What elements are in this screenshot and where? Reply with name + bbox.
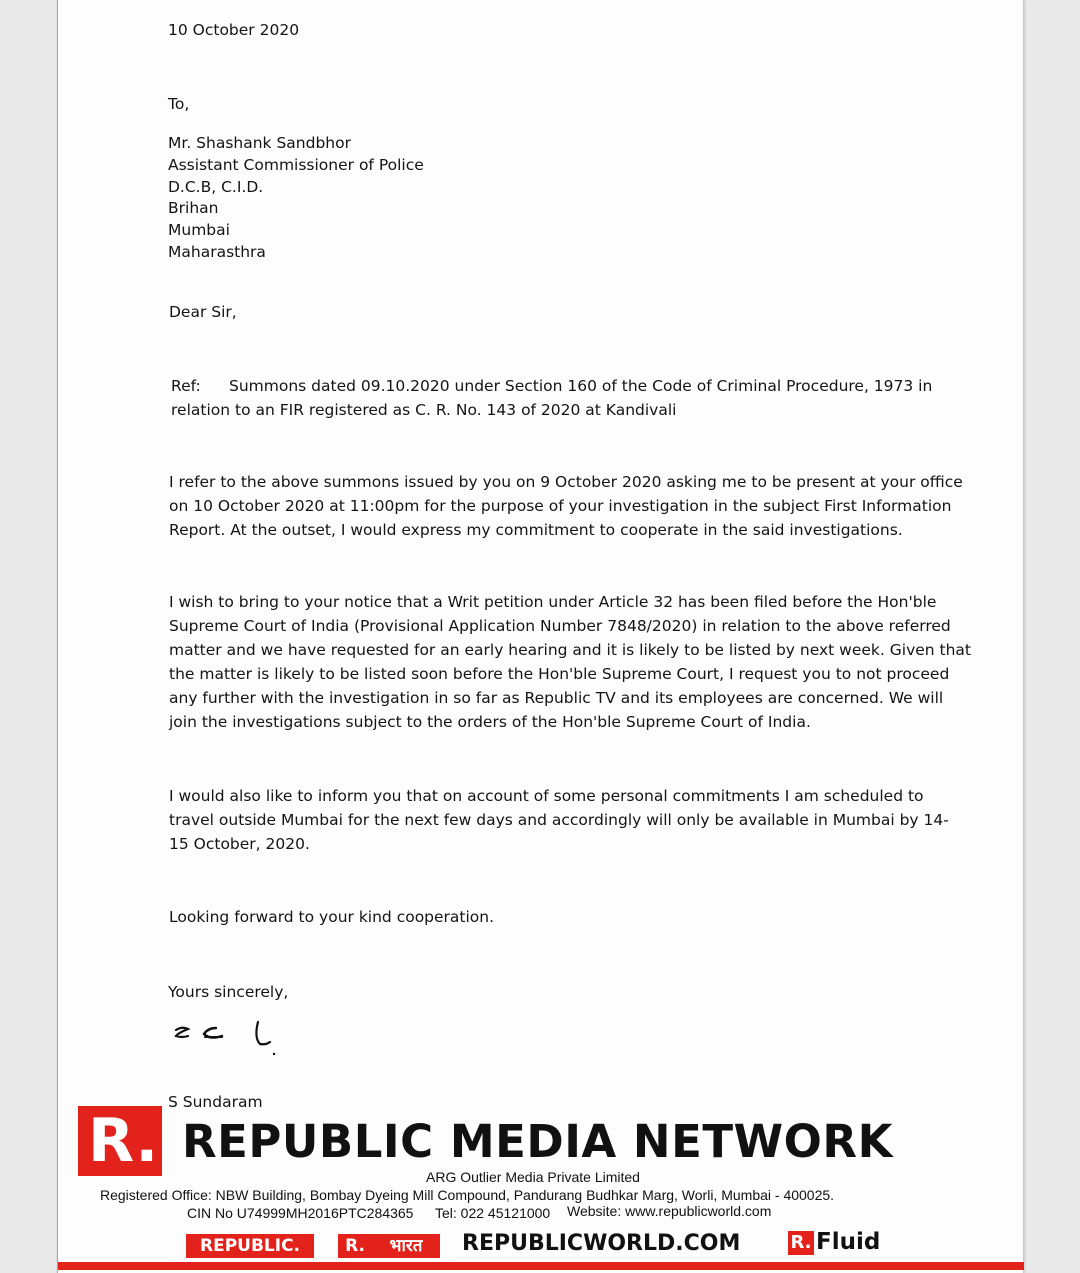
republic-logo	[78, 1106, 162, 1176]
footer-red-bar	[58, 1262, 1024, 1270]
recipient-state: Maharasthra	[168, 243, 266, 261]
paragraph-line: I wish to bring to your notice that a Writ petition under Article 32 has been filed before the Hon'ble	[169, 593, 937, 611]
network-name: REPUBLIC MEDIA NETWORK	[182, 1115, 893, 1168]
recipient-title: Assistant Commissioner of Police	[168, 156, 424, 174]
website: Website: www.republicworld.com	[567, 1203, 772, 1219]
brand-bharat: भारत	[372, 1234, 440, 1258]
greeting: Dear Sir,	[169, 303, 237, 321]
brand-r-fluid-prefix: R.	[788, 1231, 814, 1255]
paragraph-line: Supreme Court of India (Provisional Application Number 7848/2020) in relation to the above referred	[169, 617, 951, 635]
handwritten-signature	[168, 1014, 288, 1064]
page-right-edge	[1023, 0, 1024, 1273]
ref-line-1: Summons dated 09.10.2020 under Section 160 of the Code of Criminal Procedure, 1973 in	[229, 377, 933, 395]
paragraph-travel	[169, 784, 949, 856]
recipient-city: Mumbai	[168, 221, 230, 239]
paragraph-line: Report. At the outset, I would express my commitment to cooperate in the said investigations.	[169, 521, 903, 539]
paragraph-line: join the investigations subject to the orders of the Hon'ble Supreme Court of India.	[169, 713, 811, 731]
paragraph-line: on 10 October 2020 at 11:00pm for the purpose of your investigation in the subject First Information	[169, 497, 952, 515]
recipient-line3: Brihan	[168, 199, 219, 217]
telephone: Tel: 022 45121000	[435, 1205, 551, 1221]
cin-number: CIN No U74999MH2016PTC284365	[187, 1205, 414, 1221]
paragraph-writ-petition	[169, 590, 972, 734]
brand-r-bharat-prefix: R.	[338, 1234, 372, 1258]
brand-republicworld: REPUBLICWORLD.COM	[462, 1231, 741, 1256]
logo-letter: R.	[88, 1106, 159, 1176]
paragraph-line: the matter is likely to be listed soon before the Hon'ble Supreme Court, I request you to not proceed	[169, 665, 950, 683]
company-name: ARG Outlier Media Private Limited	[426, 1169, 640, 1185]
recipient-name: Mr. Shashank Sandbhor	[168, 134, 351, 152]
paragraph-line: 15 October, 2020.	[169, 835, 310, 853]
paragraph-line: travel outside Mumbai for the next few days and accordingly will only be available in Mumbai by 14-	[169, 811, 949, 829]
registered-office: Registered Office: NBW Building, Bombay Dyeing Mill Compound, Pandurang Budhkar Marg, Worli, Mumbai - 400025.	[100, 1187, 835, 1203]
paragraph-line: I refer to the above summons issued by you on 9 October 2020 asking me to be present at your office	[169, 473, 963, 491]
ref-label: Ref:	[171, 377, 201, 395]
to-label: To,	[168, 95, 190, 113]
brand-republic: REPUBLIC.	[186, 1234, 314, 1258]
letter-date: 10 October 2020	[168, 21, 300, 39]
signatory-name: S Sundaram	[168, 1093, 263, 1111]
paragraph-line: I would also like to inform you that on account of some personal commitments I am scheduled to	[169, 787, 924, 805]
brand-fluid: Fluid	[816, 1229, 881, 1255]
paragraph-line: any further with the investigation in so far as Republic TV and its employees are concerned. We will	[169, 689, 944, 707]
ref-line-2: relation to an FIR registered as C. R. No. 143 of 2020 at Kandivali	[171, 401, 677, 419]
paragraph-summons	[169, 470, 963, 542]
signoff: Yours sincerely,	[168, 983, 289, 1001]
recipient-unit: D.C.B, C.I.D.	[168, 178, 264, 196]
closing-line: Looking forward to your kind cooperation.	[169, 908, 495, 926]
paragraph-line: matter and we have requested for an early hearing and it is likely to be listed by next week. Given that	[169, 641, 972, 659]
